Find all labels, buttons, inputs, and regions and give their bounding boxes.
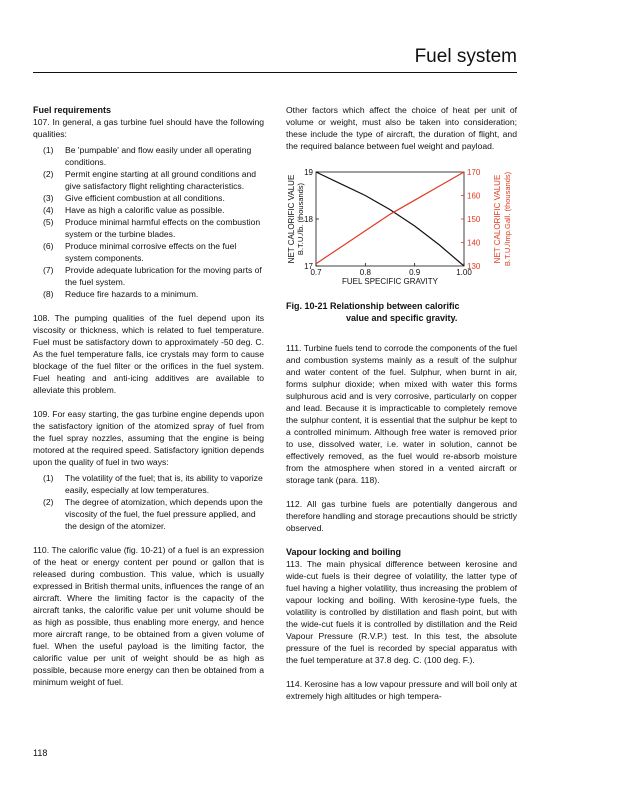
y-left-tick-label: 18 bbox=[304, 215, 313, 224]
figure-caption-line-2: value and specific gravity. bbox=[346, 313, 458, 323]
list-item bbox=[33, 192, 264, 204]
plot-frame bbox=[316, 172, 464, 266]
y-left-axis-label: NET CALORIFIC VALUE bbox=[287, 174, 296, 264]
figure-caption bbox=[286, 300, 517, 324]
list-item-text: The volatility of the fuel; that is, its ability to vaporize easily, especially at low temperatures. bbox=[65, 473, 263, 495]
list-item-number: (8) bbox=[43, 289, 54, 299]
section-heading-fuel-requirements: Fuel requirements bbox=[33, 105, 112, 115]
x-tick-label: 0.9 bbox=[409, 268, 421, 277]
paragraph-109: 109. For easy starting, the gas turbine engine depends upon the satisfactory ignition of the atomized spray of fuel from the fuel spray nozzles, assuming that the engine is being motored at the required speed. Satisfactory ignition depends upon the quality of fuel in two ways: bbox=[33, 409, 264, 467]
left-column bbox=[33, 104, 264, 688]
list-item-text: Give efficient combustion at all conditions. bbox=[65, 193, 225, 203]
x-tick-label: 0.7 bbox=[310, 268, 322, 277]
series-line-per-gallon bbox=[316, 172, 464, 264]
paragraph-112: 112. All gas turbine fuels are potentially dangerous and therefore handling and storage precautions should be strictly observed. bbox=[286, 499, 517, 533]
paragraph-110: 110. The calorific value (fig. 10-21) of a fuel is an expression of the heat or energy content per pound or gallon that is released during combustion. This value, which is usually expressed in British thermal units, influences the range of an aircraft. Where the limiting factor is the capacity of the aircraft tanks, the calorific value per unit volume should be as high as possible, thus enabling more energy, and hence more aircraft range, to be obtained from a given volume of fuel. When the useful payload is the limiting factor, the calorific value per unit of weight should be as high as possible, because more energy can then be obtained from a minimum weight of fuel. bbox=[33, 545, 264, 687]
list-item-text: Produce minimal corrosive effects on the fuel system components. bbox=[65, 241, 237, 263]
paragraph-107: 107. In general, a gas turbine fuel should have the following qualities: bbox=[33, 117, 264, 139]
page-number: 118 bbox=[33, 748, 48, 758]
paragraph-other-factors: Other factors which affect the choice of heat per unit of volume or weight, must also be taken into consideration; these include the type of aircraft, the duration of flight, and the required balance between fuel weight and payload. bbox=[286, 105, 517, 151]
y-right-tick-label: 150 bbox=[467, 215, 481, 224]
list-item-number: (2) bbox=[43, 497, 54, 507]
list-item-number: (5) bbox=[43, 217, 54, 227]
series-line-per-lb bbox=[316, 172, 464, 266]
list-item bbox=[33, 472, 264, 496]
list-item-text: Provide adequate lubrication for the moving parts of the fuel system. bbox=[65, 265, 262, 287]
x-tick-label: 1.00 bbox=[456, 268, 472, 277]
list-item-text: Produce minimal harmful effects on the combustion system or the turbine blades. bbox=[65, 217, 261, 239]
figure-caption-line-1: Fig. 10-21 Relationship between calorific bbox=[286, 301, 460, 311]
qualities-list bbox=[33, 144, 264, 300]
list-item bbox=[33, 264, 264, 288]
calorific-value-chart bbox=[286, 166, 517, 296]
list-item-number: (6) bbox=[43, 241, 54, 251]
list-item bbox=[33, 288, 264, 300]
y-right-axis-label: NET CALORIFIC VALUE bbox=[493, 174, 502, 264]
list-item-text: The degree of atomization, which depends upon the viscosity of the fuel, the fuel pressure applied, and the design of the atomizer. bbox=[65, 497, 263, 531]
list-item-number: (1) bbox=[43, 145, 54, 155]
list-item bbox=[33, 496, 264, 532]
right-column bbox=[286, 104, 517, 702]
list-item-text: Permit engine starting at all ground conditions and give satisfactory flight relighting characteristics. bbox=[65, 169, 257, 191]
y-left-axis-units: B.T.U./lb. (thousands) bbox=[296, 182, 305, 256]
chart-svg bbox=[286, 166, 517, 296]
ignition-list bbox=[33, 472, 264, 532]
paragraph-108: 108. The pumping qualities of the fuel depend upon its viscosity or thickness, which is related to fuel temperature. Fuel must be satisfactory down to approximately -50 deg. C. As the fuel temperature falls, ice crystals may form to cause blockage of the fuel filter or the orifices in the fuel system. Fuel heating and anti-icing additives are available to alleviate this problem. bbox=[33, 313, 264, 395]
list-item-number: (2) bbox=[43, 169, 54, 179]
list-item-number: (3) bbox=[43, 193, 54, 203]
paragraph-113: 113. The main physical difference between kerosine and wide-cut fuels is their degree of volatility, the latter type of fuel having a higher volatility, thus increasing the problem of vapour locking and boiling. With kerosine-type fuels, the volatility is controlled by distillation and flash point, but with the wide-cut fuels it is controlled by distillation and the Reid Vapour Pressure (R.V.P.) test. In this test, the absolute pressure of the fuel is recorded by special apparatus with the fuel temperature at 37.8 deg. C. (100 deg. F.). bbox=[286, 559, 517, 665]
y-right-axis-units: B.T.U./Imp.Gall. (thousands) bbox=[503, 171, 512, 267]
x-axis-label: FUEL SPECIFIC GRAVITY bbox=[341, 277, 439, 286]
list-item bbox=[33, 240, 264, 264]
list-item-number: (7) bbox=[43, 265, 54, 275]
y-left-tick-label: 19 bbox=[304, 168, 313, 177]
list-item-number: (4) bbox=[43, 205, 54, 215]
list-item-text: Reduce fire hazards to a minimum. bbox=[65, 289, 199, 299]
y-left-tick-label: 17 bbox=[304, 262, 313, 271]
paragraph-114: 114. Kerosine has a low vapour pressure and will boil only at extremely high altitudes or high tempera- bbox=[286, 679, 517, 701]
y-right-tick-label: 160 bbox=[467, 191, 481, 201]
list-item-text: Have as high a calorific value as possible. bbox=[65, 205, 225, 215]
list-item bbox=[33, 204, 264, 216]
section-heading-vapour-locking: Vapour locking and boiling bbox=[286, 547, 402, 557]
y-right-tick-label: 130 bbox=[467, 262, 481, 271]
header-rule bbox=[33, 72, 517, 73]
list-item-number: (1) bbox=[43, 473, 54, 483]
list-item bbox=[33, 168, 264, 192]
paragraph-111: 111. Turbine fuels tend to corrode the components of the fuel and combustion systems mainly as a result of the sulphur and water content of the fuel. Sulphur, when burnt in air, forms sulphur dioxide; when mixed with water this forms sulphurous acid and is very corrosive, particularly on copper and lead. Because it is impracticable to completely remove the sulphur content, it is essential that the sulphur be kept to a controlled minimum. Although free water is removed prior to use, dissolved water, i.e. water in solution, cannot be effectively removed, as the fuel would re-absorb moisture from the atmosphere when stored in a vented aircraft or storage tank (para. 118). bbox=[286, 343, 517, 485]
page-title: Fuel system bbox=[414, 46, 517, 67]
y-right-tick-label: 170 bbox=[467, 168, 481, 177]
list-item-text: Be 'pumpable' and flow easily under all operating conditions. bbox=[65, 145, 252, 167]
list-item bbox=[33, 144, 264, 168]
x-tick-label: 0.8 bbox=[359, 268, 371, 277]
y-right-tick-label: 140 bbox=[467, 238, 481, 248]
list-item bbox=[33, 216, 264, 240]
